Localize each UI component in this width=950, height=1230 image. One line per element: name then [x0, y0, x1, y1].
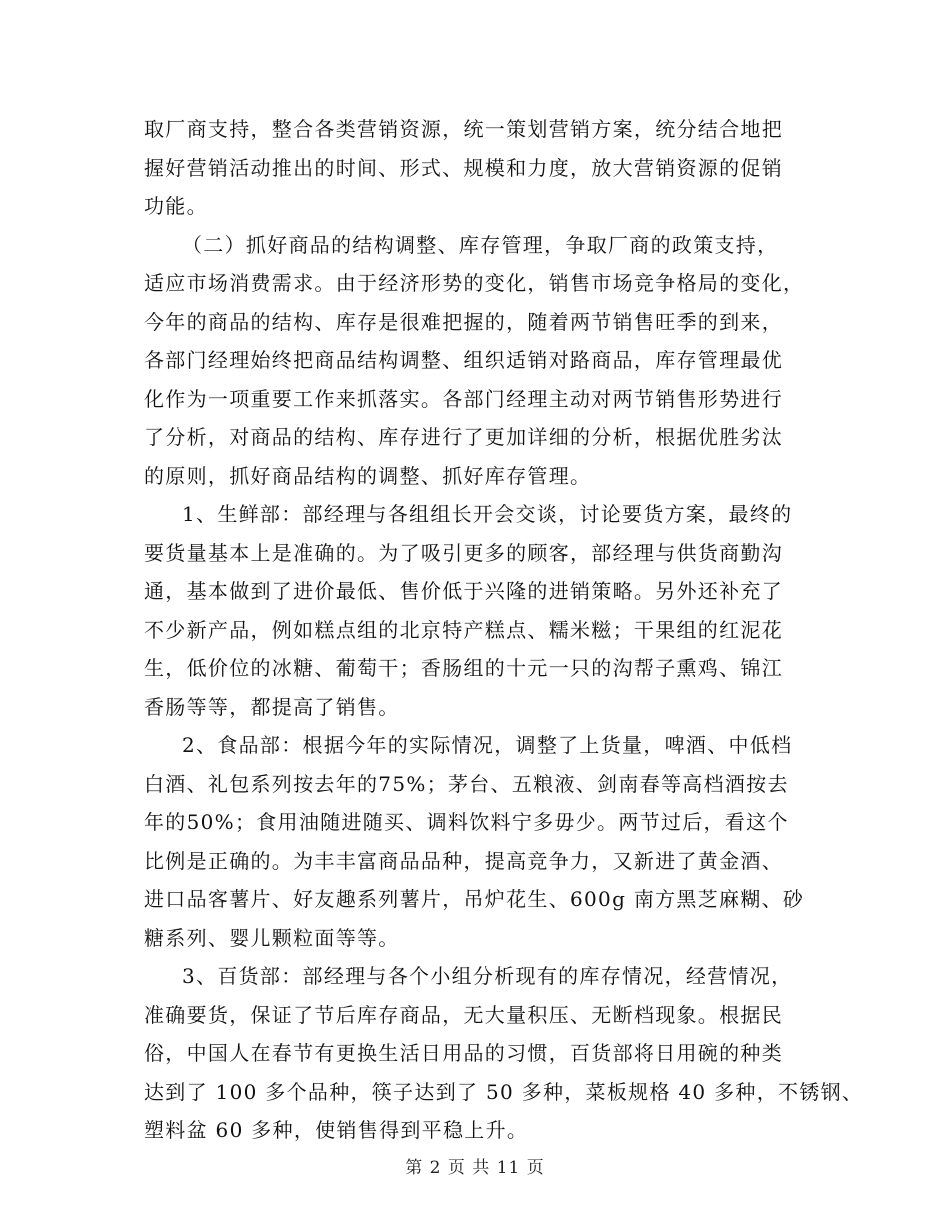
text-line: 香肠等等，都提高了销售。	[144, 694, 400, 719]
text-line: 功能。	[144, 194, 208, 218]
text-line: 糖系列、婴儿颗粒面等等。	[144, 925, 400, 950]
paragraph-start-line: 3、百货部：部经理与各个小组分析现有的库存情况，经营情况，	[182, 964, 793, 988]
text-line: 塑料盆 60 多种，使销售得到平稳上升。	[144, 1118, 529, 1142]
document-body	[144, 110, 864, 1150]
paragraph-start-line: 2、食品部：根据今年的实际情况，调整了上货量，啤酒、中低档	[182, 733, 793, 757]
text-line: 白酒、礼包系列按去年的75%；茅台、五粮液、剑南春等高档酒按去	[144, 771, 789, 796]
paragraph-start-line: 1、生鲜部：部经理与各组组长开会交谈，讨论要货方案，最终的	[182, 502, 793, 526]
text-line: 通，基本做到了进价最低、售价低于兴隆的进销策略。另外还补充了	[144, 579, 783, 603]
text-line: 各部门经理始终把商品结构调整、组织适销对路商品，库存管理最优	[144, 348, 783, 372]
text-line: 比例是正确的。为丰丰富商品品种，提高竞争力，又新进了黄金酒、	[144, 848, 783, 873]
text-line: 化作为一项重要工作来抓落实。各部门经理主动对两节销售形势进行	[144, 386, 783, 411]
section-heading-line: （二）抓好商品的结构调整、库存管理，争取厂商的政策支持，	[182, 232, 779, 257]
text-line: 了分析，对商品的结构、库存进行了更加详细的分析，根据优胜劣汰	[144, 425, 783, 449]
text-line: 进口品客薯片、好友趣系列薯片，吊炉花生、600g 南方黑芝麻糊、砂	[144, 887, 805, 911]
text-line: 适应市场消费需求。由于经济形势的变化，销售市场竞争格局的变化，	[144, 271, 805, 295]
text-line: 取厂商支持，整合各类营销资源，统一策划营销方案，统分结合地把	[144, 117, 783, 141]
text-line: 的原则，抓好商品结构的调整、抓好库存管理。	[144, 463, 592, 488]
text-line: 不少新产品，例如糕点组的北京特产糕点、糯米糍；干果组的红泥花	[144, 617, 783, 642]
page-number-footer: 第 2 页 共 11 页	[405, 1158, 545, 1178]
text-line: 今年的商品的结构、库存是很难把握的，随着两节销售旺季的到来，	[144, 309, 783, 334]
text-line: 达到了 100 多个品种，筷子达到了 50 多种，菜板规格 40 多种，不锈钢、	[144, 1079, 864, 1104]
text-line: 准确要货，保证了节后库存商品，无大量积压、无断档现象。根据民	[144, 1002, 783, 1027]
text-line: 握好营销活动推出的时间、形式、规模和力度，放大营销资源的促销	[144, 155, 783, 180]
text-line: 生，低价位的冰糖、葡萄干；香肠组的十元一只的沟帮子熏鸡、锦江	[144, 656, 783, 680]
text-line: 要货量基本上是准确的。为了吸引更多的顾客，部经理与供货商勤沟	[144, 540, 783, 565]
text-line: 俗，中国人在春节有更换生活日用品的习惯，百货部将日用碗的种类	[144, 1041, 783, 1065]
text-line: 年的50%；食用油随进随买、调料饮料宁多毋少。两节过后，看这个	[144, 810, 789, 834]
